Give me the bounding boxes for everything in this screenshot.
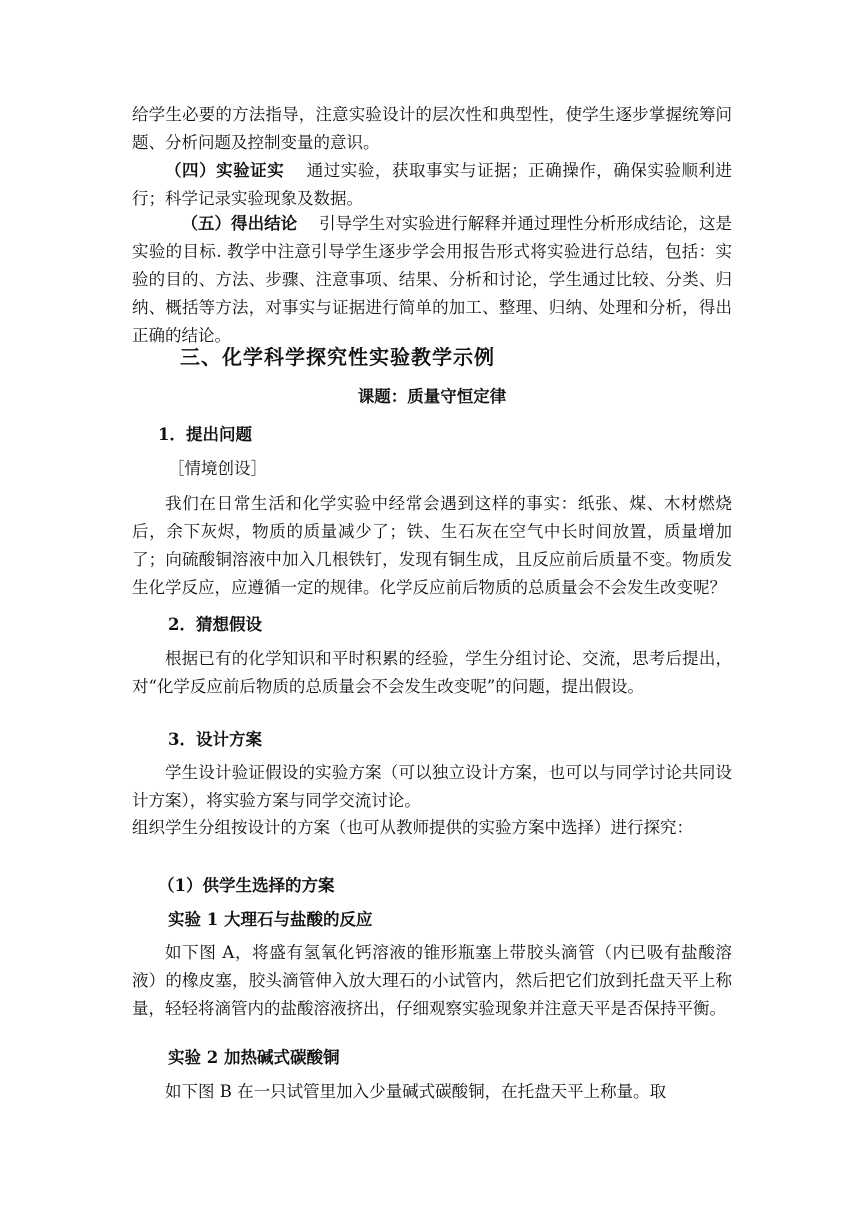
item-2-heading: 2．猜想假设 [168,615,262,634]
section-3-title: 三、化学科学探究性实验教学示例 [180,345,495,369]
scenario-paragraph: 我们在日常生活和化学实验中经常会遇到这样的事实：纸张、煤、木材燃烧后，余下灰烬，物质的质量减少了；铁、生石灰在空气中长时间放置，质量增加了；向硫酸铜溶液中加入几根铁钉，发现有铜生成，且反应前后质量不变。物质发生化学反应，应遵循一定的规律。化学反应前后物质的总质量会不会发生改变呢？ [132,494,732,597]
step5-label: （五）得出结论 [181,214,298,233]
step4-paragraph [132,157,732,213]
item-3-heading: 3．设计方案 [168,730,262,749]
step5-paragraph [132,210,732,350]
step4-label: （四）实验证实 [165,161,285,180]
experiment-2-title: 实验 2 加热碱式碳酸铜 [168,1048,340,1067]
topic-title: 课题：质量守恒定律 [357,387,507,406]
intro-paragraph-end: 给学生必要的方法指导，注意实验设计的层次性和典型性，使学生逐步掌握统筹问题、分析问题及控制变量的意识。 [132,105,732,152]
design-paragraph: 学生设计验证假设的实验方案（可以独立设计方案，也可以与同学讨论共同设计方案），将实验方案与同学交流讨论。 [132,763,732,810]
experiment-2-paragraph: 如下图 B 在一只试管里加入少量碱式碳酸铜，在托盘天平上称量。取 [165,1082,667,1101]
hypothesis-paragraph: 根据已有的化学知识和平时积累的经验，学生分组讨论、交流，思考后提出，对“化学反应前后物质的总质量会不会发生改变呢”的问题，提出假设。 [132,649,732,696]
item-1-heading: 1．提出问题 [158,425,252,444]
sub-heading-1: （1）供学生选择的方案 [158,876,335,895]
experiment-1-paragraph: 如下图 A，将盛有氢氧化钙溶液的锥形瓶塞上带胶头滴管（内已吸有盐酸溶液）的橡皮塞，胶头滴管伸入放大理石的小试管内，然后把它们放到托盘天平上称量，轻轻将滴管内的盐酸溶液挤出，仔细观察实验现象并注意天平是否保持平衡。 [132,943,732,1018]
organize-paragraph: 组织学生分组按设计的方案（也可从教师提供的实验方案中选择）进行探究： [132,818,693,837]
step4-text: 通过实验，获取事实与证据；正确操作，确保实验顺利进行；科学记录实验现象及数据。 [132,161,732,208]
step5-text: 引导学生对实验进行解释并通过理性分析形成结论，这是实验的目标. 教学中注意引导学生逐步学会用报告形式将实验进行总结，包括：实验的目的、方法、步骤、注意事项、结果、分析和讨论，学生通过比较、分类、归纳、概括等方法，对事实与证据进行简单的加工、整理、归纳、处理和分析，得出正确的结论。 [132,214,732,345]
experiment-1-title: 实验 1 大理石与盐酸的反应 [168,910,373,929]
scenario-label: ［情境创设］ [168,459,267,478]
